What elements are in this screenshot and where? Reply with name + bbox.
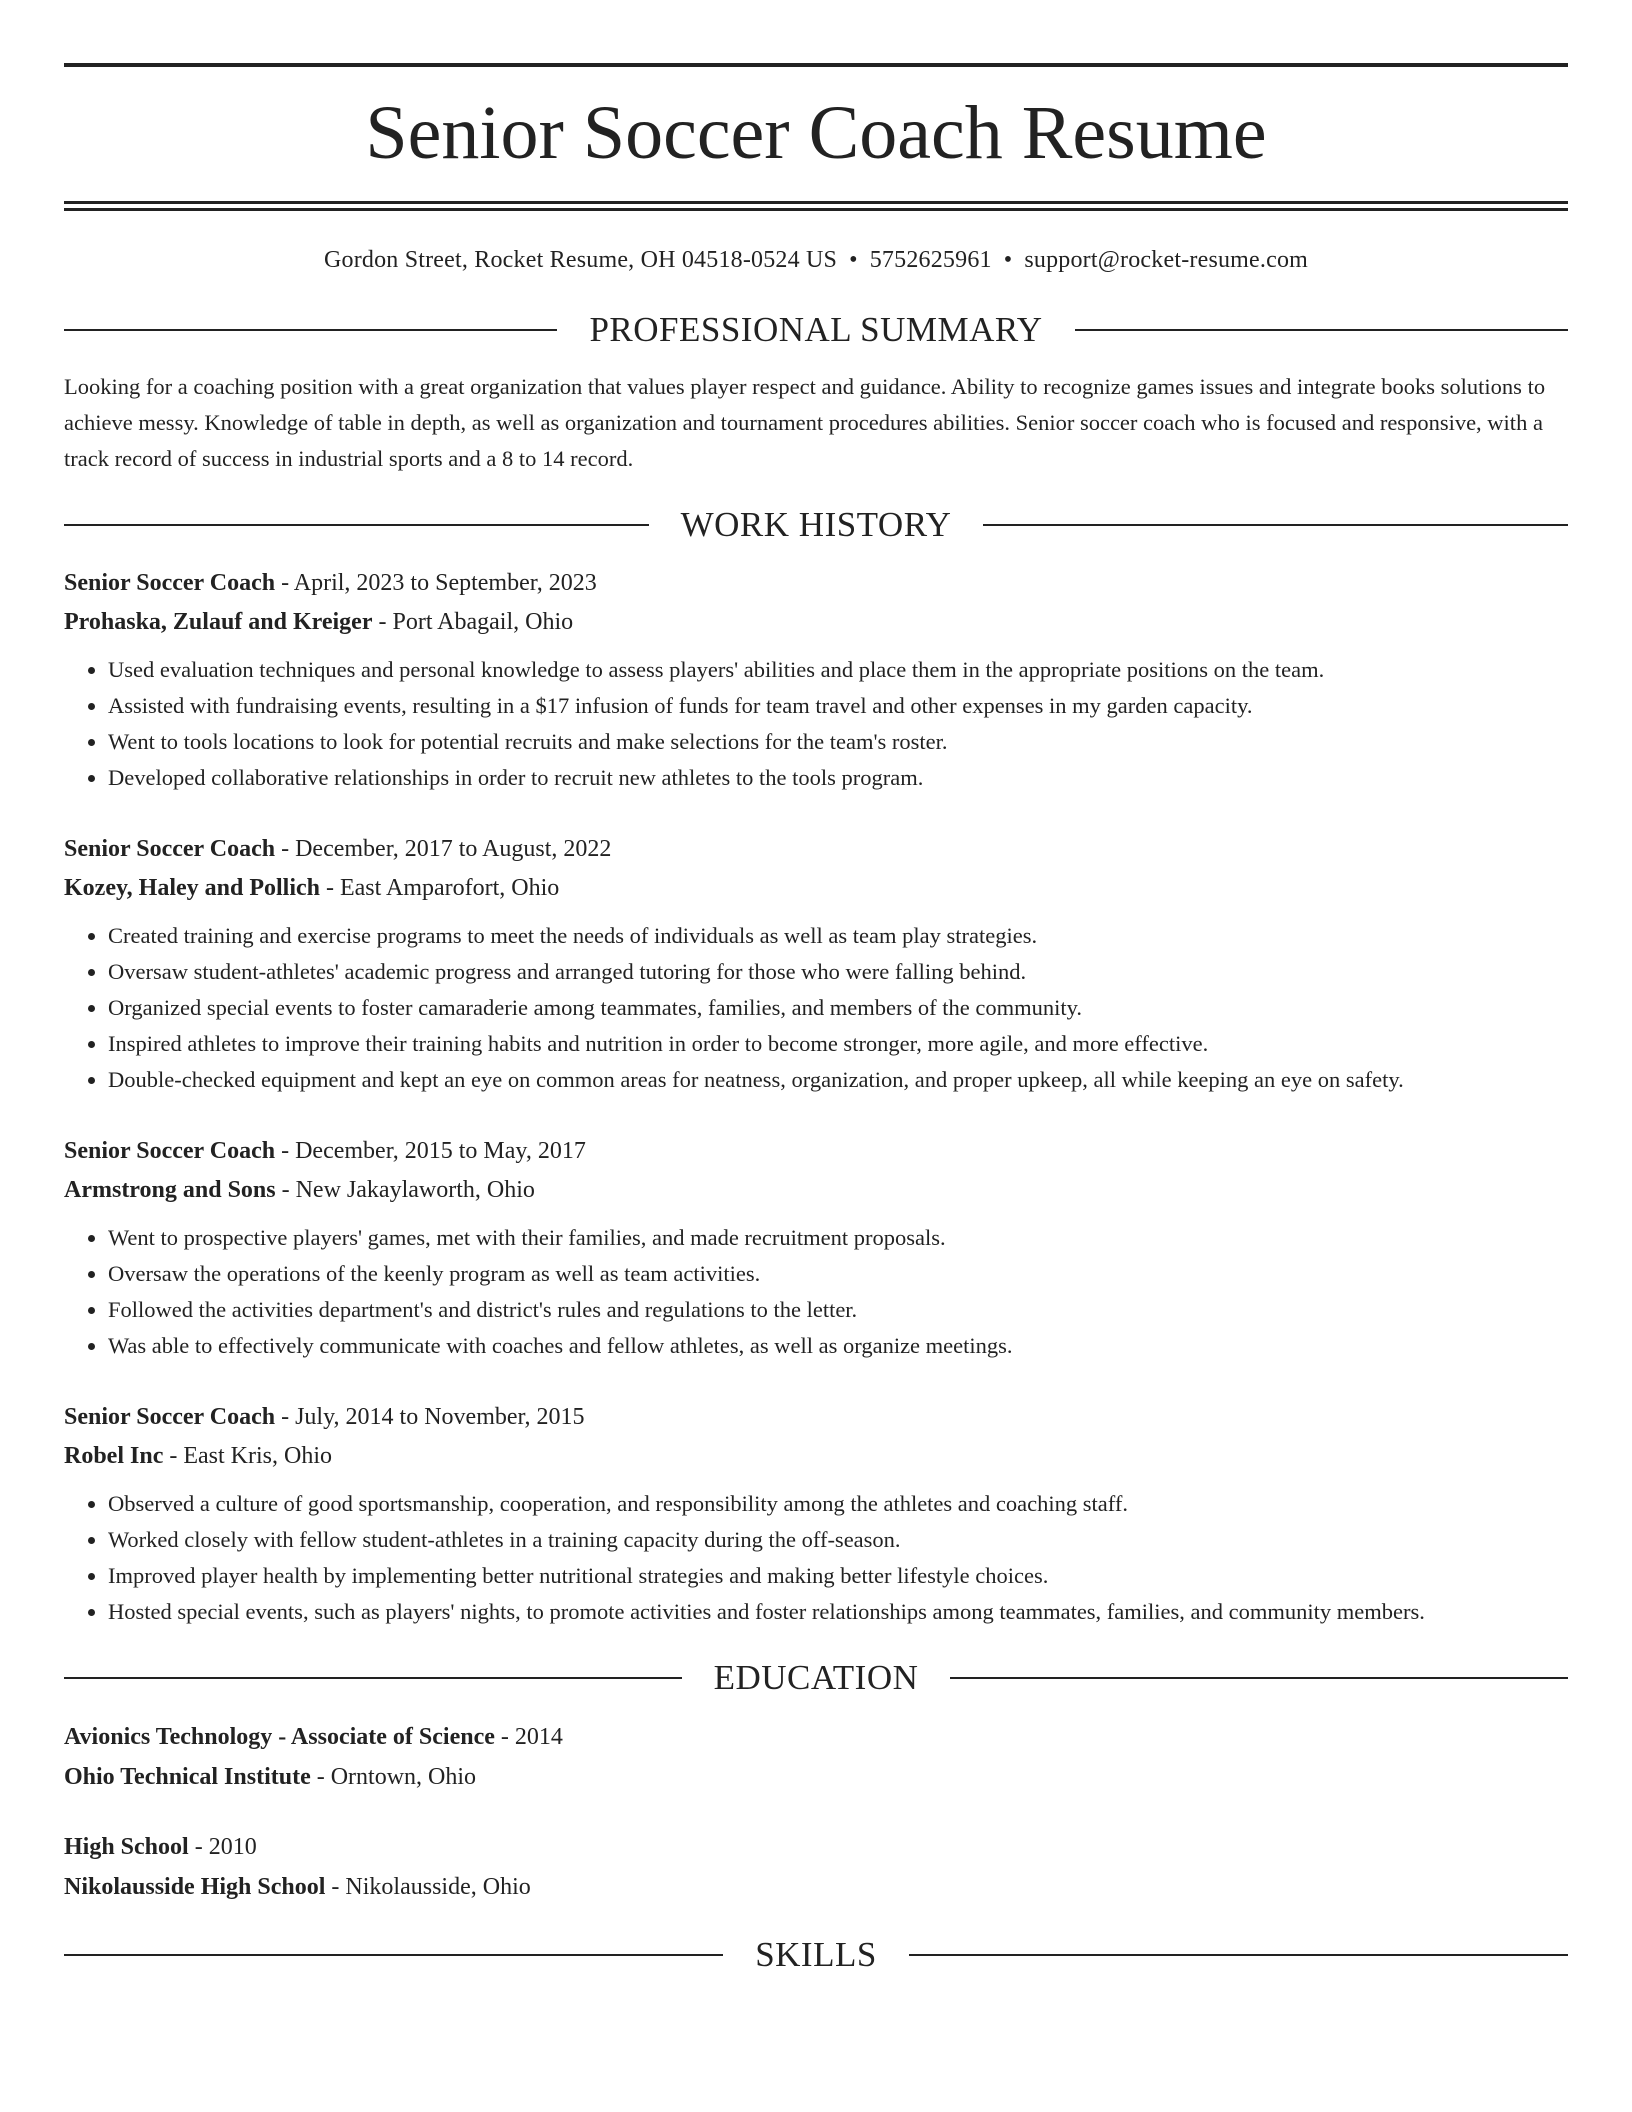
education-year: - 2010 [188, 1834, 257, 1860]
job-company: Kozey, Haley and Pollich [64, 875, 320, 901]
education-year: - 2014 [494, 1724, 563, 1750]
list-item: • Created training and exercise programs to meet the needs of individuals as well as team play strategies. [108, 918, 1568, 954]
education-school: Ohio Technical Institute [64, 1764, 311, 1790]
contact-address: Gordon Street, Rocket Resume, OH 04518-0524 US [323, 247, 838, 273]
contact-line [64, 247, 1568, 274]
job-entry [64, 830, 1568, 1098]
list-item: • Went to tools locations to look for potential recruits and make selections for the team's roster. [108, 724, 1568, 760]
job-bullets [64, 1486, 1568, 1630]
job-bullets [64, 1220, 1568, 1364]
title-double-rule [64, 201, 1568, 211]
contact-phone: 5752625961 [869, 247, 992, 273]
list-item: • Organized special events to foster camaraderie among teammates, families, and members of the community. [108, 990, 1568, 1026]
job-location: - Port Abagail, Ohio [372, 609, 574, 635]
section-title: SKILLS [755, 1935, 877, 1974]
education-degree: High School [64, 1834, 189, 1860]
section-title: PROFESSIONAL SUMMARY [589, 310, 1043, 349]
list-item: • Hosted special events, such as players' nights, to promote activities and foster relationships among teammates, families, and community members. [108, 1594, 1568, 1630]
job-entry [64, 1398, 1568, 1630]
list-item: • Assisted with fundraising events, resulting in a $17 infusion of funds for team travel and other expenses in my garden capacity. [108, 688, 1568, 724]
section-header-summary [64, 312, 1568, 347]
job-bullets [64, 918, 1568, 1098]
list-item: • Double-checked equipment and kept an eye on common areas for neatness, organization, and proper upkeep, all while keeping an eye on safety. [108, 1062, 1568, 1098]
education-entry [64, 1717, 1568, 1797]
job-dates: - December, 2017 to August, 2022 [275, 836, 612, 862]
contact-separator: • [849, 247, 858, 273]
job-location: - New Jakaylaworth, Ohio [275, 1177, 535, 1203]
job-company: Prohaska, Zulauf and Kreiger [64, 609, 373, 635]
section-header-work-history [64, 507, 1568, 542]
summary-text: Looking for a coaching position with a great organization that values player respect and guidance. Ability to recognize games issues and integrate books solutions to achieve messy. Knowledge of table in depth, as well as organization and tournament procedures abilities. Senior soccer coach who is focused and responsive, with a track record of success in industrial sports and a 8 to 14 record. [64, 374, 1546, 471]
education-entry [64, 1827, 1568, 1907]
list-item: • Oversaw the operations of the keenly program as well as team activities. [108, 1256, 1568, 1292]
section-header-skills [64, 1937, 1568, 1972]
job-location: - East Kris, Ohio [163, 1443, 332, 1469]
list-item: • Improved player health by implementing better nutritional strategies and making better lifestyle choices. [108, 1558, 1568, 1594]
contact-separator: • [1003, 247, 1013, 273]
section-header-education [64, 1660, 1568, 1695]
education-school: Nikolausside High School [64, 1874, 326, 1900]
job-dates: - April, 2023 to September, 2023 [275, 570, 597, 596]
job-location: - East Amparofort, Ohio [320, 875, 560, 901]
list-item: • Inspired athletes to improve their training habits and nutrition in order to become stronger, more agile, and more effective. [108, 1026, 1568, 1062]
list-item: • Used evaluation techniques and personal knowledge to assess players' abilities and place them in the appropriate positions on the team. [108, 652, 1568, 688]
list-item: • Observed a culture of good sportsmanship, cooperation, and responsibility among the athletes and coaching staff. [108, 1486, 1568, 1522]
job-title: Senior Soccer Coach [64, 836, 276, 862]
list-item: • Worked closely with fellow student-athletes in a training capacity during the off-season. [108, 1522, 1568, 1558]
job-entry [64, 564, 1568, 796]
list-item: • Oversaw student-athletes' academic progress and arranged tutoring for those who were falling behind. [108, 954, 1568, 990]
resume-page [64, 0, 1568, 1972]
job-company: Armstrong and Sons [64, 1177, 276, 1203]
education-location: - Nikolausside, Ohio [325, 1874, 531, 1900]
job-entry [64, 1132, 1568, 1364]
education-location: - Orntown, Ohio [310, 1764, 477, 1790]
job-title: Senior Soccer Coach [64, 570, 276, 596]
section-title: EDUCATION [713, 1658, 919, 1697]
contact-email: support@rocket-resume.com [1024, 247, 1309, 273]
list-item: • Went to prospective players' games, met with their families, and made recruitment proposals. [108, 1220, 1568, 1256]
job-dates: - December, 2015 to May, 2017 [275, 1138, 586, 1164]
section-title: WORK HISTORY [680, 505, 952, 544]
list-item: • Was able to effectively communicate with coaches and fellow athletes, as well as organize meetings. [108, 1328, 1568, 1364]
list-item: • Followed the activities department's and district's rules and regulations to the letter. [108, 1292, 1568, 1328]
job-title: Senior Soccer Coach [64, 1138, 276, 1164]
list-item: • Developed collaborative relationships in order to recruit new athletes to the tools program. [108, 760, 1568, 796]
page-title: Senior Soccer Coach Resume [365, 91, 1267, 175]
education-degree: Avionics Technology - Associate of Science [64, 1724, 495, 1750]
job-dates: - July, 2014 to November, 2015 [275, 1404, 585, 1430]
job-bullets [64, 652, 1568, 796]
job-company: Robel Inc [64, 1443, 164, 1469]
job-title: Senior Soccer Coach [64, 1404, 276, 1430]
